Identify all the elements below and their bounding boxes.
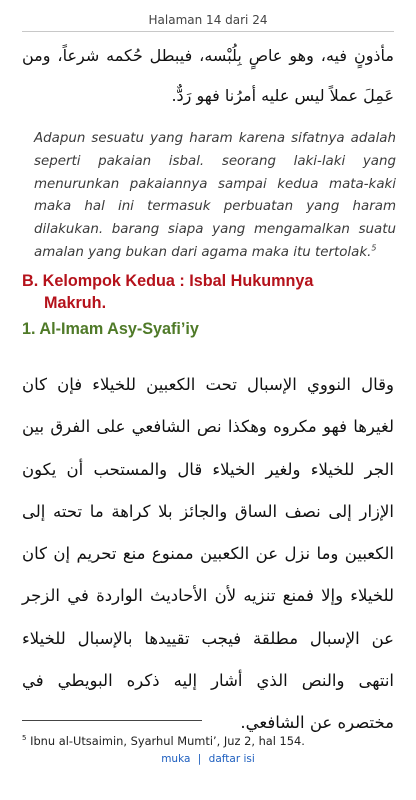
page-navigation <box>0 753 416 765</box>
arabic-paragraph-top: مأذونٍ فيه، وهو عاصٍ بِلُبْسه، فيبطل حُكمه شرعاً، ومن عَمِلَ عملاً ليس عليه أمرُنا فهو رَدٌّ. <box>22 46 394 105</box>
subsection-heading: 1. Al-Imam Asy-Syafi’iy <box>22 320 199 338</box>
nav-separator: | <box>197 753 202 765</box>
translation-quote <box>34 128 396 265</box>
section-heading-b-line2: Makruh. <box>44 294 107 312</box>
footnote-text: Ibnu al-Utsaimin, Syarhul Mumti’, Juz 2, hal 154. <box>30 734 305 748</box>
page-indicator: Halaman 14 dari 24 <box>148 13 268 27</box>
header-divider <box>22 31 394 32</box>
arabic-paragraph-main: وقال النووي الإسبال تحت الكعبين للخيلاء فإن كان لغيرها فهو مكروه وهكذا نص الشافعي على الفرق بين الجر للخيلاء ولغير الخيلاء قال والمستحب أن يكون الإزار إلى نصف الساق والجائز بلا كراهة ما تحته إلى الكعبين وما نزل عن الكعبين ممنوع منع تحريم إن كان للخيلاء وإلا فمنع تنزيه لأن الأحاديث الواردة في الزجر عن الإسبال مطلقة فيجب تقييدها بالإسبال للخيلاء انتهى والنص الذي أشار إليه ذكره البويطي في مختصره عن الشافعي. <box>22 375 394 733</box>
section-heading-b-line1: B. Kelompok Kedua : Isbal Hukumnya <box>22 272 314 290</box>
quote-text: Adapun sesuatu yang haram karena sifatnya adalah seperti pakaian isbal. seorang laki-laki yang menurunkan pakaiannya sampai kedua mata-kaki maka hal ini termasuk perbuatan yang haram dilakukan. barang siapa yang mengamalkan suatu amalan yang bukan dari agama maka itu tertolak. <box>34 131 396 260</box>
footnote-number: 5 <box>22 734 27 743</box>
footnote-reference[interactable]: 5 <box>371 243 377 253</box>
table-of-contents-link[interactable]: daftar isi <box>208 753 255 765</box>
footnote-divider <box>22 720 202 721</box>
home-link[interactable]: muka <box>161 753 191 765</box>
footnote <box>22 734 394 748</box>
section-heading-b <box>22 270 394 314</box>
